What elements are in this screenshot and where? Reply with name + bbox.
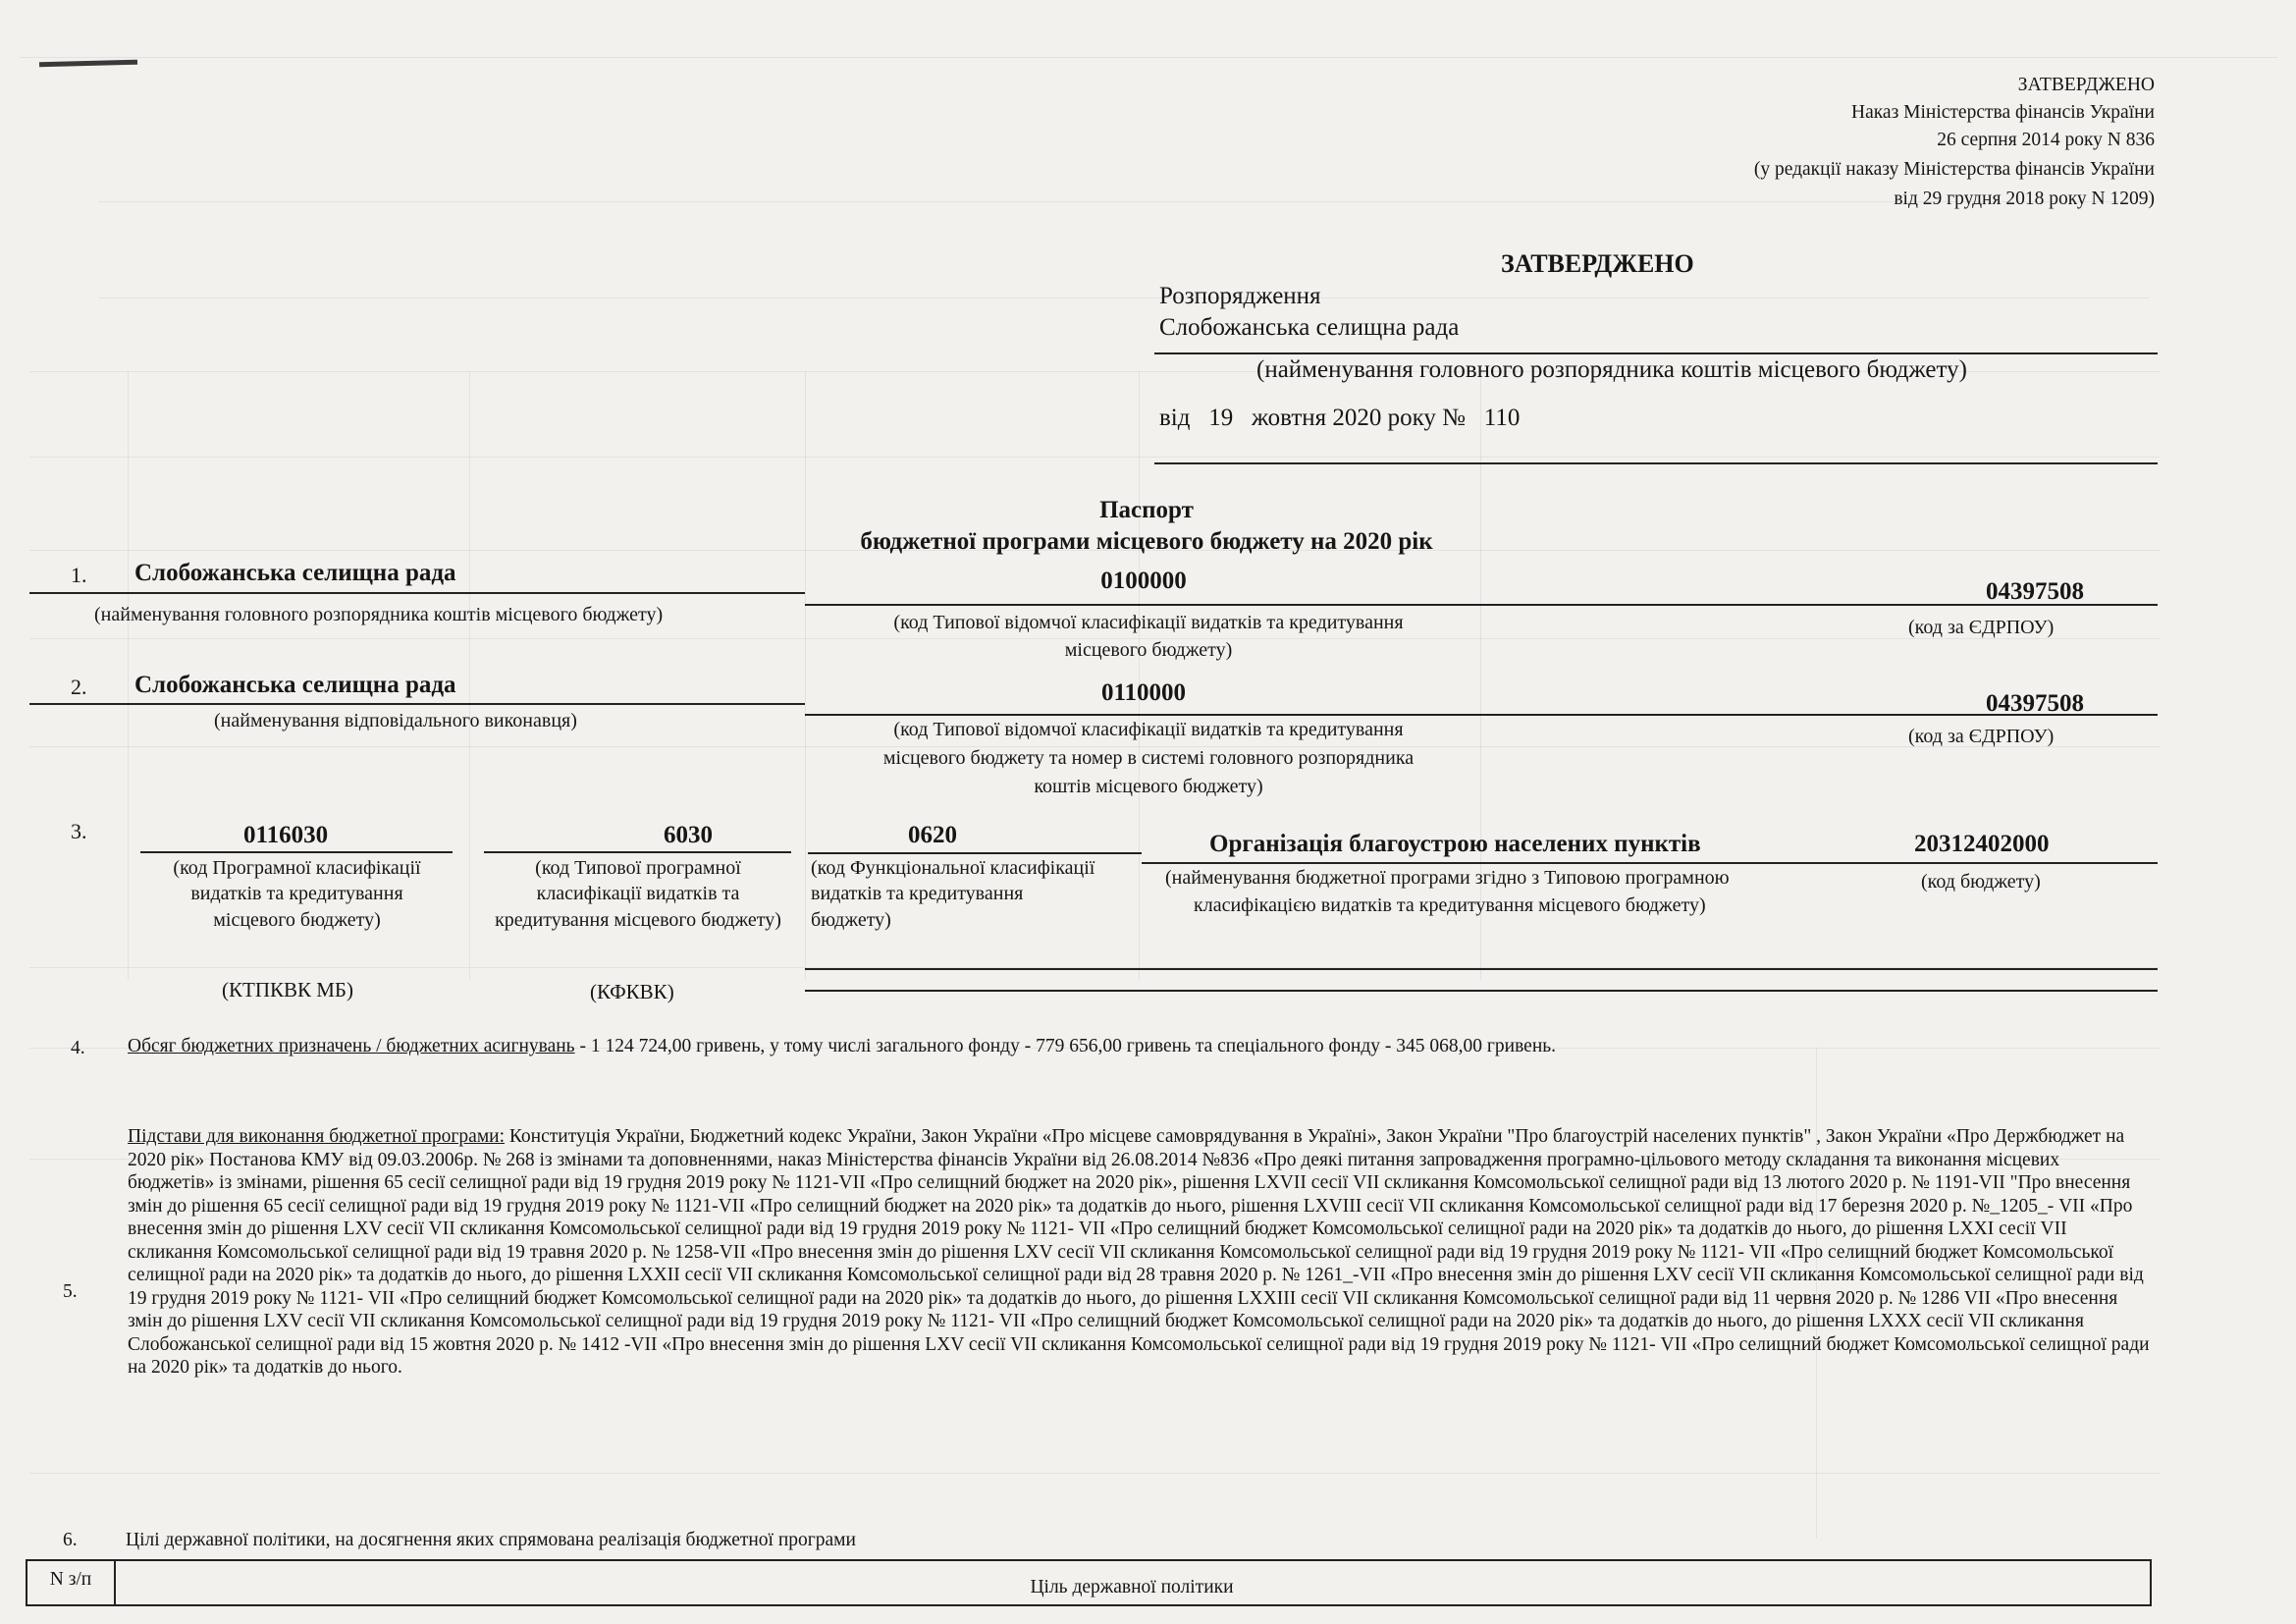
section2-number: 2.	[71, 675, 87, 699]
approved-header-line1: ЗАТВЕРДЖЕНО	[2017, 75, 2155, 95]
tpkvk-caption-2: класифікації видатків та	[536, 883, 740, 904]
section3-kpkvk-code: 0116030	[243, 822, 329, 848]
fkvk-abbr: (КФКВК)	[590, 980, 674, 1003]
show-through-line	[20, 57, 2277, 58]
program-caption-2: класифікацією видатків та кредитування місцевого бюджету)	[1194, 894, 1706, 916]
goals-col-number: N з/п	[49, 1569, 92, 1590]
order-number: 110	[1483, 405, 1521, 431]
section3-fkvk-code: 0620	[908, 822, 957, 848]
section1-name-caption: (найменування головного розпорядника коштів місцевого бюджету)	[94, 604, 664, 625]
tpkvk-caption-3: кредитування місцевого бюджету)	[495, 909, 781, 931]
date-prefix: від	[1159, 405, 1191, 431]
approved-header-line3: 26 серпня 2014 року N 836	[1937, 130, 2155, 150]
fkvk-caption-3: бюджету)	[811, 909, 891, 931]
section6-number: 6.	[63, 1530, 78, 1550]
section1-authority-name: Слобожанська селищна рада	[134, 560, 456, 586]
kpkvk-caption-3: місцевого бюджету)	[213, 909, 381, 931]
kpkvk-underline	[140, 851, 453, 853]
section1-code: 0100000	[1100, 568, 1187, 594]
goals-col-goal: Ціль державної політики	[1030, 1577, 1234, 1597]
passport-subtitle: бюджетної програми місцевого бюджету на 2020 рік	[860, 528, 1433, 555]
section3-budget-code: 20312402000	[1914, 831, 2050, 857]
program-caption-1: (найменування бюджетної програми згідно з Типовою програмною	[1165, 867, 1730, 889]
section1-edrpou: 04397508	[1986, 578, 2084, 605]
section5-number: 5.	[63, 1281, 78, 1302]
tpkvk-underline	[484, 851, 791, 853]
approval-authority: Слобожанська селищна рада	[1159, 314, 1460, 341]
number-label: №	[1442, 405, 1467, 431]
approved-header-line4: (у редакції наказу Міністерства фінансів України	[1753, 159, 2155, 180]
section4-amounts: - 1 124 724,00 гривень, у тому числі загального фонду - 779 656,00 гривень та спеціального фонду - 345 068,00 гривень.	[574, 1036, 1557, 1056]
kpkvk-caption-1: (код Програмної класифікації	[173, 857, 421, 879]
budget-code-caption: (код бюджету)	[1921, 871, 2041, 893]
section2-code-caption-3: коштів місцевого бюджету)	[1034, 776, 1263, 797]
section2-name-underline	[29, 703, 805, 705]
section1-number: 1.	[71, 563, 87, 587]
section2-code-caption-1: (код Типової відомчої класифікації видатків та кредитування	[893, 719, 1404, 740]
show-through-line	[1139, 371, 1140, 980]
section1-edrpou-caption: (код за ЄДРПОУ)	[1908, 617, 2055, 638]
section6-text: Цілі державної політики, на досягнення яких спрямована реалізація бюджетної програми	[126, 1530, 856, 1550]
goals-table	[26, 1559, 2152, 1606]
fkvk-caption-1: (код Функціональної класифікації	[811, 857, 1095, 879]
section5-text	[128, 1125, 2150, 1380]
show-through-line	[98, 201, 2150, 202]
section3-bottom-line	[805, 968, 2158, 970]
show-through-line	[128, 371, 129, 980]
date-day: 19	[1208, 405, 1234, 431]
show-through-line	[29, 1473, 2160, 1474]
scan-artifact-mark	[39, 60, 137, 68]
date-underline	[1154, 462, 2158, 464]
fkvk-caption-2: видатків та кредитування	[811, 883, 1024, 904]
approval-date	[1159, 405, 1520, 432]
fkvk-underline	[808, 852, 1142, 854]
section1-name-underline	[29, 592, 805, 594]
approval-authority-caption: (найменування головного розпорядника коштів місцевого бюджету)	[1256, 356, 1967, 383]
section3-tpkvk-code: 6030	[664, 822, 713, 848]
section4-label: Обсяг бюджетних призначень / бюджетних асигнувань	[128, 1036, 575, 1056]
authority-underline	[1154, 352, 2158, 354]
section4-number: 4.	[71, 1038, 85, 1058]
section2-executor-name: Слобожанська селищна рада	[134, 672, 456, 698]
kpkvk-caption-2: видатків та кредитування	[190, 883, 403, 904]
approved-header-line5: від 29 грудня 2018 року N 1209)	[1894, 189, 2155, 209]
section1-code-caption-2: місцевого бюджету)	[1064, 639, 1233, 661]
section1-code-underline	[805, 604, 2158, 606]
section2-code-caption-2: місцевого бюджету та номер в системі головного розпорядника	[882, 747, 1415, 769]
section3-program-name: Організація благоустрою населених пунктів	[1209, 831, 1701, 857]
section2-code: 0110000	[1100, 679, 1187, 706]
program-underline	[1142, 862, 2158, 864]
section2-edrpou: 04397508	[1986, 690, 2084, 717]
show-through-line	[29, 457, 2160, 458]
approved-header-line2: Наказ Міністерства фінансів України	[1851, 102, 2155, 123]
section2-name-caption: (найменування відповідального виконавця)	[214, 710, 577, 731]
section5-label: Підстави для виконання бюджетної програми:	[128, 1126, 506, 1147]
section5-legal-basis: Конституція України, Бюджетний кодекс України, Закон України «Про місцеве самоврядування в Україні», Закон України "Про благоустрій населених пунктів" , Закон України «Про Держбюджет на 2020 рік» Постанова КМУ від 09.03.2006р. № 268 із змінами та доповненнями, наказ Міністерства фінансів України від 26.08.2014 №836 «Про деякі питання запровадження програмно-цільового методу складання та виконання місцевих бюджетів» із змінами, рішення 65 сесії селищної ради від 19 грудня 2019 року № 1121-VII «Про селищний бюджет на 2020 рік», рішення LXVII сесії VII скликання Комсомольської селищної ради від 13 лютого 2020 р. № 1191-VII "Про внесення змін до рішення 65 сесії селищної ради від 19 грудня 2019 року № 1121-VII «Про селищний бюджет на 2020 рік» та додатків до нього, рішення LXVIII сесії VII скликання Комсомольської селищної ради від 17 березня 2020 р. №_1205_- VII «Про внесення змін до рішення LXV сесії VII скликання Комсомольської селищної ради від 19 грудня 2019 року № 1121- VII «Про селищний бюджет Комсомольської селищної ради на 2020 рік» та додатків до нього, до рішення LXXI сесії VII скликання Комсомольської селищної ради від 19 травня 2020 р. № 1258-VII «Про внесення змін до рішення LXV сесії VII скликання Комсомольської селищної ради від 19 грудня 2019 року № 1121- VII «Про селищний бюджет Комсомольської селищної ради на 2020 рік» та додатків до нього, до рішення LXXII сесії VII скликання Комсомольської селищної ради від 28 травня 2020 р. № 1261_-VII «Про внесення змін до рішення LXV сесії VII скликання Комсомольської селищної ради від 19 грудня 2019 року № 1121- VII «Про селищний бюджет Комсомольської селищної ради на 2020 рік» та додатків до нього, до рішення LXXIII сесії VII скликання Комсомольської селищної ради від 11 червня 2020 р. № 1286 VII «Про внесення змін до рішення LXV сесії VII скликання Комсомольської селищної ради від 19 грудня 2019 року № 1121- VII «Про селищний бюджет Комсомольської селищної ради на 2020 рік» та додатків до нього, до рішення LXXX сесії VII скликання Слобожанської селищної ради від 15 жовтня 2020 р. № 1412 -VII «Про внесення змін до рішення LXV сесії VII скликання Комсомольської селищної ради від 19 грудня 2019 року № 1121- VII «Про селищний бюджет Комсомольської селищної ради на 2020 рік» та додатків до нього.	[128, 1126, 2150, 1378]
section2-code-underline	[805, 714, 2158, 716]
kpkvk-abbr: (КТПКВК МБ)	[222, 978, 353, 1001]
section3-number: 3.	[71, 819, 87, 843]
approval-title: ЗАТВЕРДЖЕНО	[1501, 249, 1694, 278]
passport-title: Паспорт	[1099, 497, 1194, 523]
tpkvk-caption-1: (код Типової програмної	[535, 857, 741, 879]
approval-doc-type: Розпорядження	[1159, 283, 1321, 309]
section2-edrpou-caption: (код за ЄДРПОУ)	[1908, 726, 2055, 747]
section1-code-caption-1: (код Типової відомчої класифікації видатків та кредитування	[893, 612, 1404, 633]
section3-bottom-line-2	[805, 990, 2158, 992]
date-month-year: жовтня 2020 року	[1251, 405, 1436, 431]
section4-text	[128, 1036, 1556, 1057]
